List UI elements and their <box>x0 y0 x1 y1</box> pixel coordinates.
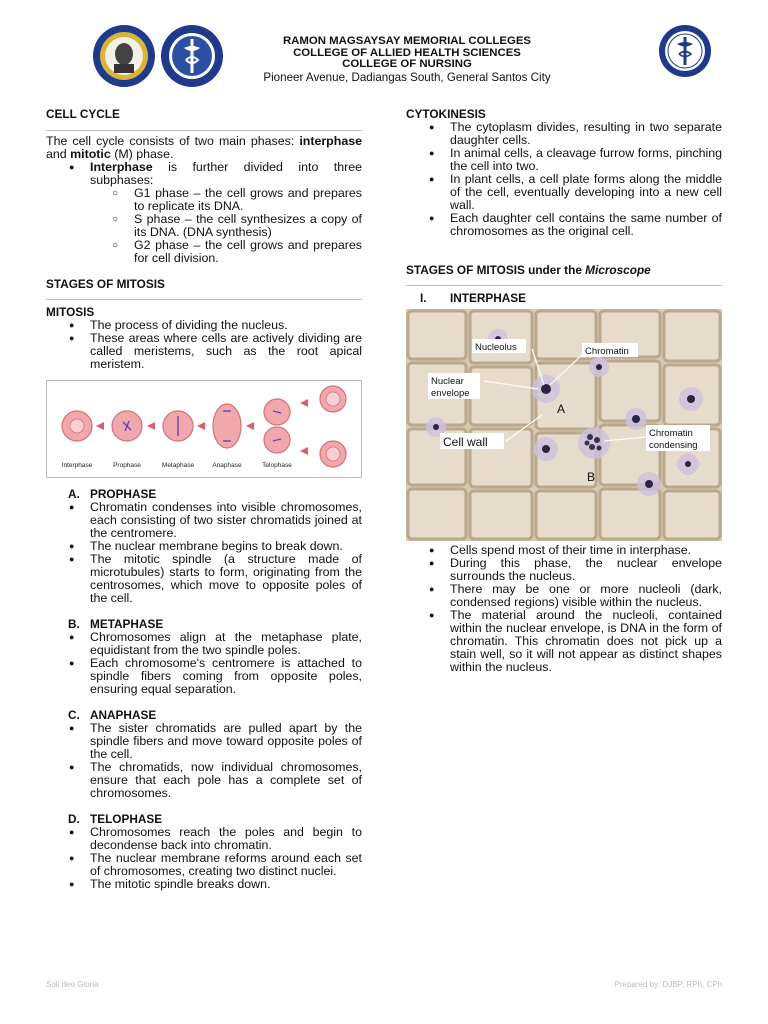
list-item: ● The mitotic spindle breaks down. <box>46 878 362 891</box>
footer-prepared-by: Prepared by: DJBP, RPh, CPh <box>614 980 722 989</box>
divider <box>406 285 722 286</box>
mitosis-stages-diagram <box>46 380 362 478</box>
list-item: ● Each daughter cell contains the same number of chromosomes as the original cell. <box>406 212 722 238</box>
list-item: ● Each chromosome's centromere is attached to spindle fibers coming from opposite poles, ensuring equal separation. <box>46 657 362 696</box>
list-item: ● The process of dividing the nucleus. <box>46 319 362 332</box>
subphase-list <box>46 187 362 265</box>
anaphase-list <box>46 722 362 800</box>
divider <box>46 299 362 300</box>
label-nuclear-envelope-2: envelope <box>431 388 470 399</box>
list-item: ● During this phase, the nuclear envelope surrounds the nucleus. <box>406 557 722 583</box>
list-item: ● In plant cells, a cell plate forms along the middle of the cell, eventually developing into a new cell wall. <box>406 173 722 212</box>
list-item: ● Cells spend most of their time in interphase. <box>406 544 722 557</box>
divider <box>46 130 362 131</box>
right-column <box>406 108 722 674</box>
list-item: ● The nuclear membrane begins to break down. <box>46 540 362 553</box>
list-item: ● Interphase is further divided into three subphases: <box>46 161 362 187</box>
address: Pioneer Avenue, Dadiangas South, General Santos City <box>263 70 551 84</box>
micrograph-graphic <box>406 309 722 541</box>
list-item: ● The nuclear membrane reforms around each set of chromosomes, creating two distinct nuclei. <box>46 852 362 878</box>
list-item: ● These areas where cells are actively dividing are called meristems, such as the root apical meristem. <box>46 332 362 371</box>
list-item: ○ G1 phase – the cell grows and prepares to replicate its DNA. <box>90 187 362 213</box>
list-item: ● The sister chromatids are pulled apart by the spindle fibers and move toward opposite poles of the cell. <box>46 722 362 761</box>
list-item: ● The mitotic spindle (a structure made of microtubules) starts to form, originating from the centrosomes, which move to opposite poles of the cell. <box>46 553 362 605</box>
mitosis-heading: MITOSIS <box>46 305 95 319</box>
label-cell-wall: Cell wall <box>443 435 488 449</box>
header-text <box>214 36 600 84</box>
label-a: A <box>557 402 566 416</box>
cell-cycle-list <box>46 161 362 187</box>
cytokinesis-list <box>406 121 722 238</box>
label-nuclear-envelope-1: Nuclear <box>431 376 464 387</box>
department-name: COLLEGE OF NURSING <box>342 58 472 70</box>
diagram-label-anaphase: Anaphase <box>212 462 242 469</box>
label-chromatin: Chromatin <box>585 346 629 357</box>
label-chromatin-condensing-2: condensing <box>649 440 698 451</box>
rmmc-seal-logo <box>92 24 156 88</box>
stages-heading: STAGES OF MITOSIS <box>46 277 165 291</box>
college-name: COLLEGE OF ALLIED HEALTH SCIENCES <box>293 46 521 59</box>
list-item: ● The chromatids, now individual chromosomes, ensure that each pole has a complete set of chromosomes. <box>46 761 362 800</box>
telophase-list <box>46 826 362 891</box>
mitosis-list <box>46 319 362 371</box>
label-nucleolus: Nucleolus <box>475 342 517 353</box>
interphase-heading: I. INTERPHASE <box>420 291 527 305</box>
list-item: ● Chromosomes align at the metaphase plate, equidistant from the two spindle poles. <box>46 631 362 657</box>
cell-cycle-heading: CELL CYCLE <box>46 107 120 121</box>
mitosis-diagram-graphic <box>47 381 361 477</box>
list-item: ● Chromatin condenses into visible chromosomes, each consisting of two sister chromatids joined at the centromere. <box>46 501 362 540</box>
page-header <box>0 22 768 92</box>
list-item: ● Chromosomes reach the poles and begin to decondense back into chromatin. <box>46 826 362 852</box>
cytokinesis-heading: CYTOKINESIS <box>406 107 486 121</box>
diagram-label-telophase: Telophase <box>262 462 292 469</box>
footer-motto: Soli deo Gloria <box>46 980 99 989</box>
left-column <box>46 108 362 891</box>
diagram-label-prophase: Prophase <box>113 462 141 469</box>
interphase-micrograph <box>406 309 722 541</box>
list-item: ● The material around the nucleoli, contained within the nuclear envelope, is DNA in the form of chromatin. This chromatin does not pick up a stain well, so it will not appear as distinct shapes within the nucleus. <box>406 609 722 674</box>
list-item: ● In animal cells, a cleavage furrow forms, pinching the cell into two. <box>406 147 722 173</box>
metaphase-heading: B. METAPHASE <box>68 617 164 631</box>
diagram-label-interphase: Interphase <box>61 462 93 469</box>
diagram-label-metaphase: Metaphase <box>161 462 195 469</box>
telophase-heading: D. TELOPHASE <box>68 812 163 826</box>
metaphase-list <box>46 631 362 696</box>
label-b: B <box>587 470 596 484</box>
nursing-seal-logo <box>658 24 712 78</box>
microscope-heading: STAGES OF MITOSIS under the Microscope <box>406 263 651 277</box>
anaphase-heading: C. ANAPHASE <box>68 708 157 722</box>
list-item: ○ S phase – the cell synthesizes a copy of its DNA. (DNA synthesis) <box>90 213 362 239</box>
label-chromatin-condensing-1: Chromatin <box>649 428 693 439</box>
list-item: ○ G2 phase – the cell grows and prepares for cell division. <box>90 239 362 265</box>
prophase-list <box>46 501 362 605</box>
cell-cycle-intro: The cell cycle consists of two main phases: interphase and mitotic (M) phase. <box>46 134 362 161</box>
list-item: ● There may be one or more nucleoli (dark, condensed regions) visible within the nucleus. <box>406 583 722 609</box>
list-item: ● The cytoplasm divides, resulting in two separate daughter cells. <box>406 121 722 147</box>
prophase-heading: A. PROPHASE <box>68 487 157 501</box>
interphase-list <box>406 544 722 674</box>
institution-name: RAMON MAGSAYSAY MEMORIAL COLLEGES <box>282 35 532 47</box>
